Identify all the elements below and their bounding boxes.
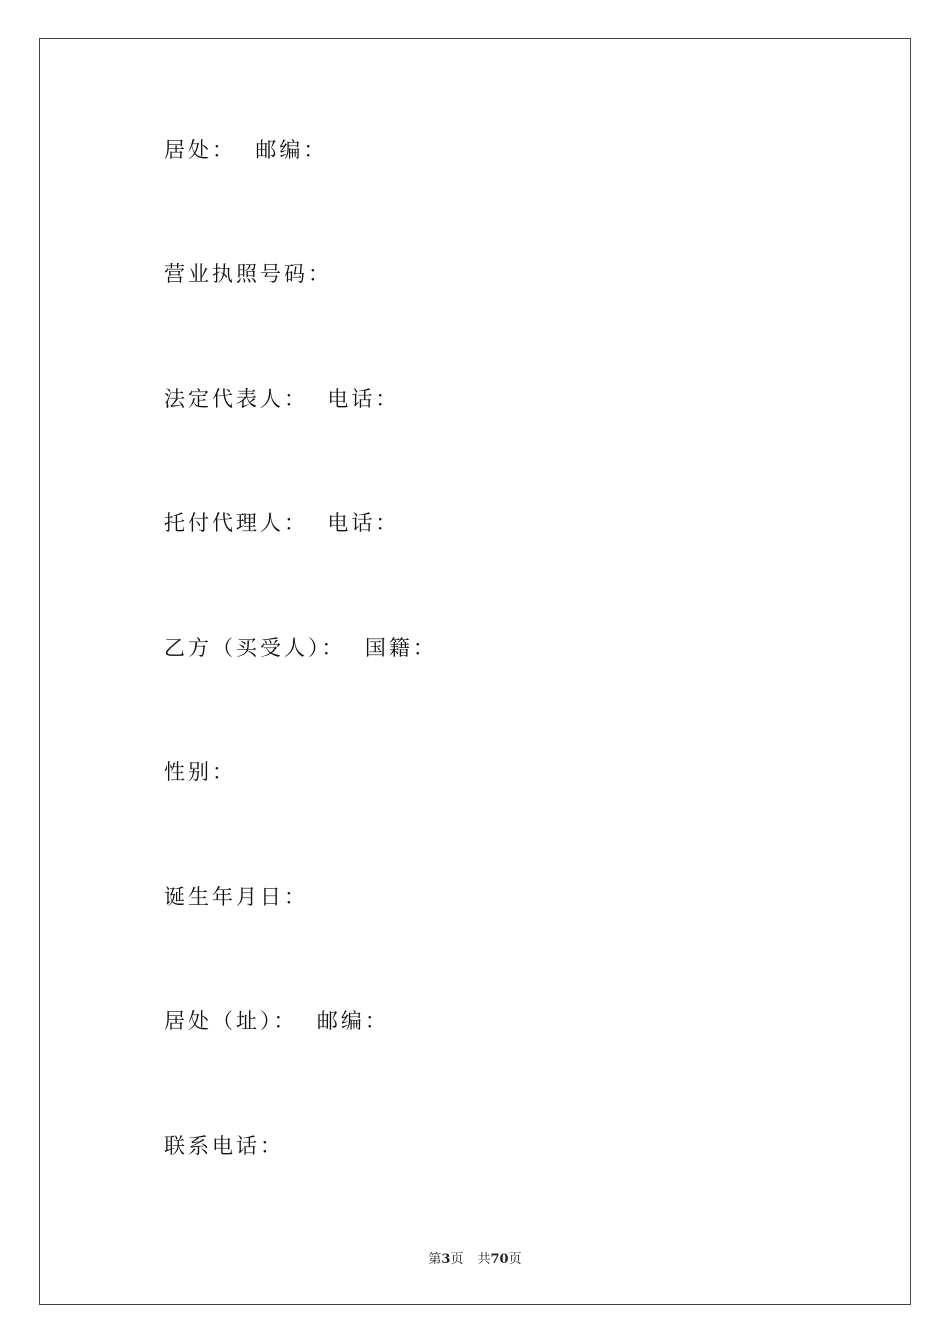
contact-phone-line: 联系电话： — [164, 1134, 284, 1158]
page-suffix: 页 — [450, 1252, 464, 1267]
address-postcode-line: 居处（址）： 邮编： — [164, 1009, 389, 1033]
total-pages: 70 — [490, 1252, 509, 1267]
page-number: 3 — [441, 1252, 451, 1267]
birth-date-line: 诞生年月日： — [164, 885, 308, 909]
legal-representative-phone-line: 法定代表人： 电话： — [164, 387, 400, 411]
residence-postcode-line: 居处： 邮编： — [164, 138, 328, 162]
business-license-number-line: 营业执照号码： — [164, 262, 332, 286]
page-frame — [39, 38, 911, 1305]
authorized-agent-phone-line: 托付代理人： 电话： — [164, 511, 400, 535]
party-b-nationality-line: 乙方（买受人）： 国籍： — [164, 636, 437, 660]
total-suffix: 页 — [508, 1252, 522, 1267]
gender-line: 性别： — [164, 760, 236, 784]
total-prefix: 共 — [477, 1252, 491, 1267]
page-prefix: 第 — [428, 1252, 442, 1267]
page-footer — [0, 1248, 950, 1267]
